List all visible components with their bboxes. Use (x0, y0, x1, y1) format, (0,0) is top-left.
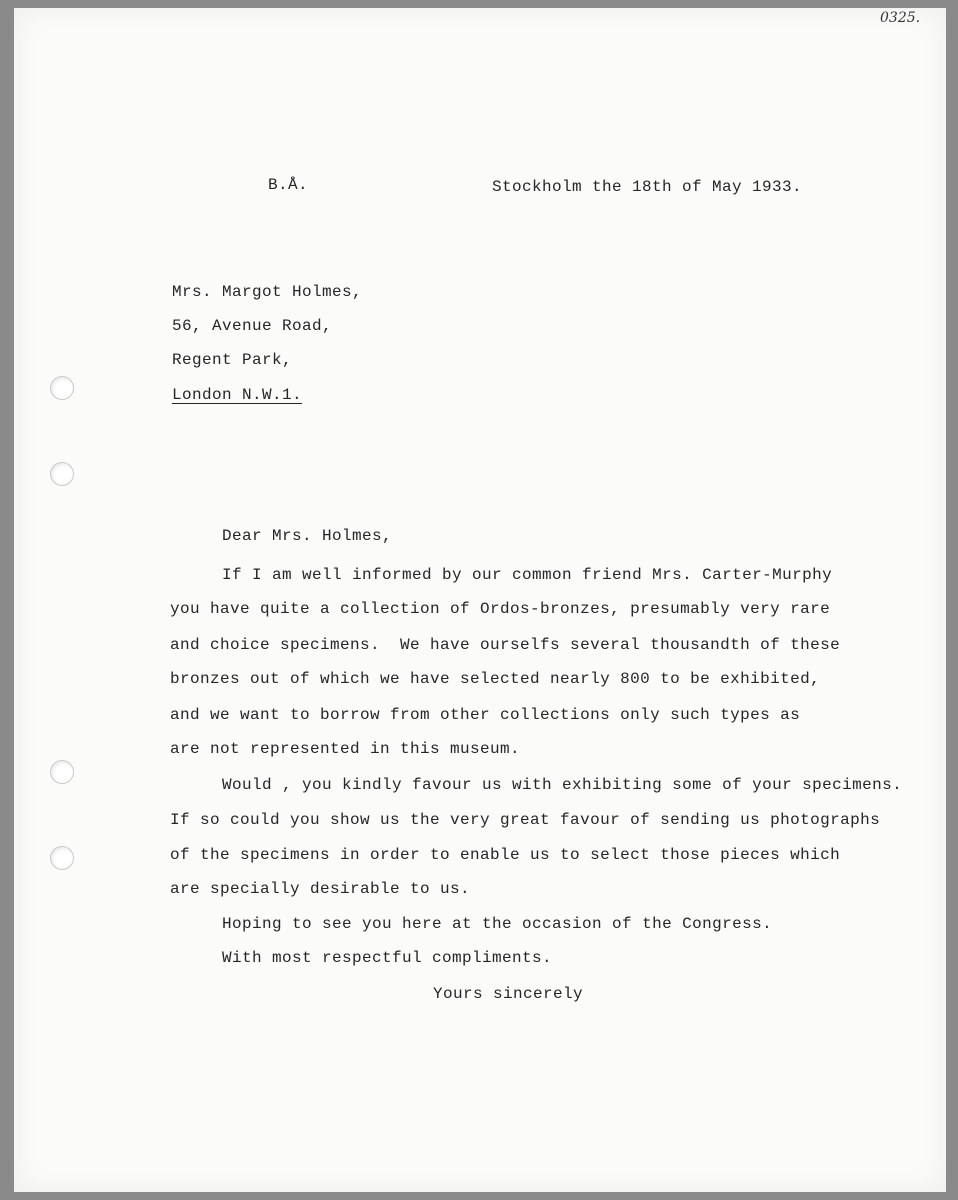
punch-hole (50, 846, 74, 870)
body-line: If so could you show us the very great favour of sending us photographs (170, 811, 881, 829)
body-line: and we want to borrow from other collections only such types as (170, 706, 801, 724)
closing: Yours sincerely (433, 985, 584, 1003)
recipient-district: Regent Park, (172, 351, 293, 369)
body-line: With most respectful compliments. (222, 949, 553, 967)
body-line: Hoping to see you here at the occasion of the Congress. (222, 915, 773, 933)
body-line: Would , you kindly favour us with exhibiting some of your specimens. (222, 776, 903, 794)
recipient-name: Mrs. Margot Holmes, (172, 283, 363, 301)
archive-page-number: 0325. (880, 10, 921, 26)
punch-hole (50, 376, 74, 400)
recipient-city: London N.W.1. (172, 386, 303, 404)
reference-initials: B.Å. (268, 176, 309, 194)
place-date: Stockholm the 18th of May 1933. (492, 178, 803, 196)
body-line: you have quite a collection of Ordos-bronzes, presumably very rare (170, 600, 831, 618)
body-line: of the specimens in order to enable us to select those pieces which (170, 846, 841, 864)
recipient-street: 56, Avenue Road, (172, 317, 333, 335)
punch-hole (50, 462, 74, 486)
body-line: are not represented in this museum. (170, 740, 521, 758)
punch-hole (50, 760, 74, 784)
salutation: Dear Mrs. Holmes, (222, 527, 393, 545)
body-line: If I am well informed by our common friend Mrs. Carter-Murphy (222, 566, 833, 584)
body-line: bronzes out of which we have selected nearly 800 to be exhibited, (170, 670, 821, 688)
body-line: and choice specimens. We have ourselfs several thousandth of these (170, 636, 841, 654)
body-line: are specially desirable to us. (170, 880, 471, 898)
